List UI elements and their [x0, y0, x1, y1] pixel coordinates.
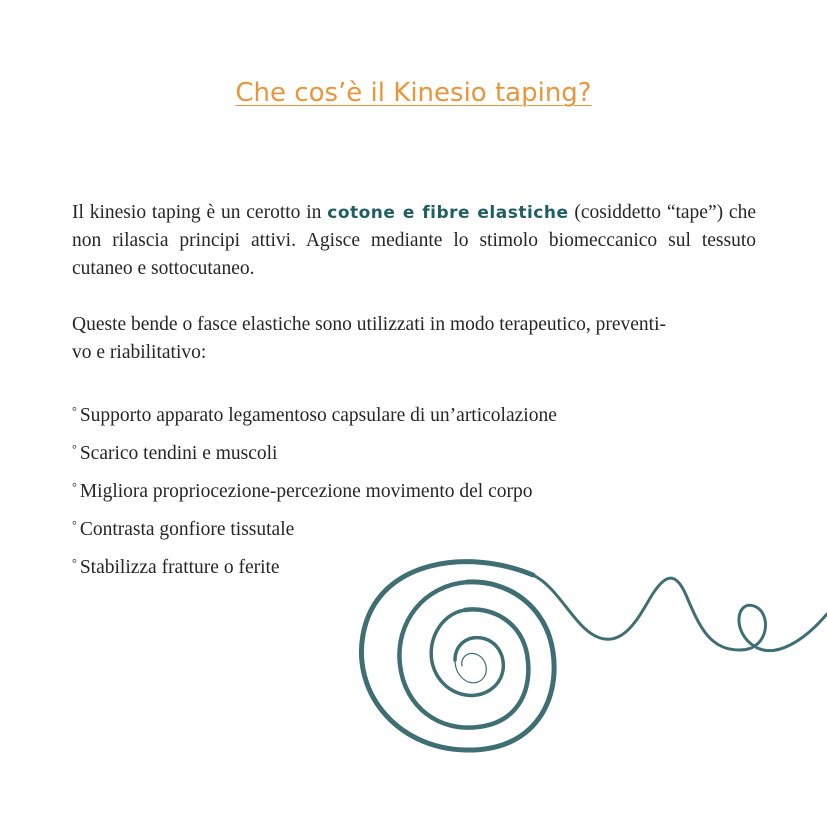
- intro-text-before: Il kinesio taping è un cerotto in: [72, 202, 328, 223]
- spiral-middle-ring: [399, 582, 528, 728]
- list-item-text: Supporto apparato legamentoso capsulare di un’articolazione: [79, 405, 557, 426]
- bullet-mark: °: [72, 556, 77, 570]
- benefits-list: [72, 402, 557, 592]
- list-item-text: Scarico tendini e muscoli: [79, 443, 278, 464]
- list-item: [72, 516, 557, 554]
- spiral-center-curl: [455, 653, 486, 682]
- intro-paragraph: [72, 199, 756, 283]
- list-item-text: Stabilizza fratture o ferite: [79, 557, 280, 578]
- list-item: [72, 402, 557, 440]
- intro-highlight: cotone e fibre elastiche: [327, 203, 569, 223]
- page-title: Che cos’è il Kinesio taping?: [235, 78, 592, 108]
- usage-line-2: vo e riabilitativo:: [72, 342, 207, 363]
- usage-line-1: Queste bende o fasce elastiche sono utilizzati in modo terapeutico, preventi-: [72, 314, 666, 335]
- bullet-mark: °: [72, 442, 77, 456]
- bullet-mark: °: [72, 518, 77, 532]
- list-item: [72, 440, 557, 478]
- list-item-text: Contrasta gonfiore tissutale: [79, 519, 295, 540]
- spiral-inner-ring: [431, 610, 503, 695]
- intro-text-after: (cosiddetto “tape”) che non rilascia principi attivi. Agisce mediante lo stimolo biomeccanico sul tessuto cutaneo e sottocutaneo.: [72, 202, 756, 279]
- spiral-tail: [533, 575, 827, 651]
- list-item: [72, 554, 557, 592]
- usage-paragraph: [72, 311, 756, 367]
- bullet-mark: °: [72, 404, 77, 418]
- list-item: [72, 478, 557, 516]
- bullet-mark: °: [72, 480, 77, 494]
- list-item-text: Migliora propriocezione-percezione movimento del corpo: [79, 481, 533, 502]
